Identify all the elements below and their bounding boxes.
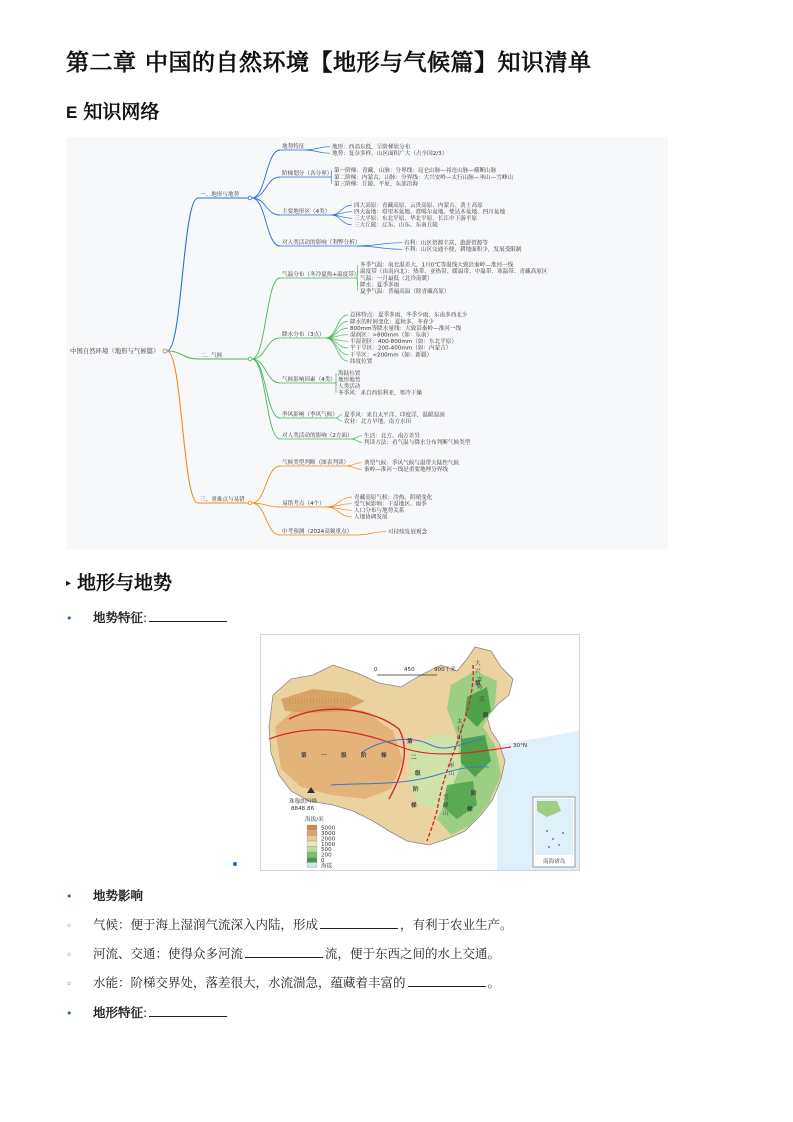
legend-value: 2000 — [321, 836, 336, 843]
island-dot — [548, 846, 550, 848]
bullet-label: 地形特征 — [93, 1005, 144, 1020]
mind-map-leaf: 第一阶梯：青藏，山脉：分界线：昆仑山脉—祁连山脉—横断山脉 — [334, 168, 497, 175]
mind-map-connector — [167, 198, 198, 351]
step-label: 级 — [341, 753, 347, 759]
mind-map-connector — [167, 351, 198, 503]
legend-value: 0 — [321, 858, 325, 864]
mind-map-connector — [305, 150, 330, 153]
legend-swatch — [307, 852, 317, 857]
bullet-label: 地势特征 — [93, 610, 144, 625]
step-label: 第 — [407, 739, 413, 745]
legend-title: 海拔/米 — [305, 817, 324, 823]
section-title: 知识网络 — [83, 101, 160, 123]
mind-map-connector — [346, 466, 362, 469]
mind-map-connector — [352, 439, 362, 442]
mind-map-child: 降水分布（3点） — [282, 332, 325, 338]
mind-map-leaf: 冬季气温：南北温差大，1月0℃等温线大致沿秦岭—淮河一线 — [360, 262, 514, 269]
mind-map-leaf: 海陆位置 — [338, 370, 361, 377]
island-dot — [558, 844, 560, 846]
mountain-label: 山 — [457, 735, 463, 741]
step-label: 第 — [301, 753, 307, 759]
fill-blank[interactable] — [245, 946, 323, 958]
sub-item-text: 河流、交通：使得众多河流 — [93, 946, 244, 961]
sub-bullet-circle-icon: ◦ — [66, 950, 72, 961]
mind-map-leaf: 冬季风：来自西伯利亚，寒冷干燥 — [338, 390, 422, 397]
mind-map-leaf: 三大平原：东北平原、华北平原、长江中下游平原 — [354, 216, 478, 223]
mind-map-child: 阶梯划分（各分界） — [282, 171, 333, 177]
mind-map-connector — [252, 278, 280, 359]
island-dot — [552, 838, 554, 840]
mind-map-leaf: 人类活动 — [338, 384, 361, 391]
scale-label: 900千米 — [434, 667, 456, 673]
mind-map-connector — [252, 198, 280, 215]
bullet-label: 地势影响 — [93, 888, 144, 903]
mind-map-child: 对人类活动的影响（利弊分析） — [282, 240, 361, 246]
sub-item-text: 水能：阶梯交界处，落差很大，水流湍急，蕴藏着丰富的 — [93, 975, 406, 990]
mind-map-connector — [252, 503, 280, 535]
mind-map-leaf: 气温：一月最低（北冷南暖） — [360, 275, 433, 282]
step-label: 阶 — [413, 787, 419, 793]
bullet-landform-feature — [66, 1003, 229, 1021]
mind-map-leaf: 四大高原：青藏高原、云贵高原、内蒙古、黄土高原 — [354, 202, 483, 209]
mind-map-child: 主要地形区（4类） — [282, 209, 331, 215]
mind-map-canvas — [66, 137, 668, 550]
fill-blank[interactable] — [149, 610, 227, 622]
mountain-label: 巫 — [449, 763, 455, 769]
mountain-label: 大 — [475, 661, 481, 667]
section-heading-terrain — [66, 568, 172, 595]
mind-map-leaf: 800mm等降水量线：大致沿秦岭—淮河一线 — [350, 325, 462, 332]
mind-map-connector — [326, 335, 348, 338]
mind-map-connector — [357, 532, 386, 535]
mind-map-connector — [252, 359, 280, 418]
mind-map-child: 对人类活动的影响（2方面） — [282, 433, 353, 439]
legend-value: 500 — [321, 847, 332, 854]
mind-map-connector — [167, 351, 198, 359]
mountain-label: 岭 — [477, 685, 483, 691]
legend-swatch — [307, 836, 317, 841]
mind-map-connector — [305, 147, 330, 150]
terrain-map-canvas — [261, 635, 580, 871]
legend-swatch — [307, 841, 317, 846]
mind-map-connector — [326, 504, 352, 507]
legend-swatch — [307, 825, 317, 830]
legend-swatch — [307, 863, 317, 868]
legend-swatch — [307, 857, 317, 862]
mind-map-node-dot — [248, 501, 252, 505]
mind-map-leaf: 温度带（由南向北）：热带、亚热带、暖温带、中温带、寒温带、青藏高原区 — [360, 269, 548, 276]
step-label: 阶 — [471, 791, 477, 797]
mind-map-leaf: 地势：复杂多样，山区面积广大（占全国2/3） — [332, 151, 448, 158]
mind-map-child: 易错考点（4个） — [282, 501, 325, 507]
fill-blank[interactable] — [320, 917, 398, 929]
step-label: 梯 — [467, 807, 473, 813]
mountain-label: 山 — [449, 771, 455, 777]
legend-value: 1000 — [321, 841, 336, 848]
mind-map-leaf: 第三阶梯：丘陵、平原，东部沿海 — [334, 181, 418, 188]
mind-map-connector — [331, 212, 352, 215]
mind-map-branch: 一、地形与地势 — [200, 192, 240, 198]
sub-item-hydropower — [66, 973, 500, 991]
mind-map-root: 中国自然环境（地形与气候篇） — [70, 347, 160, 355]
mind-map-leaf: 纬度位置 — [350, 358, 373, 365]
scale-label: 0 — [374, 667, 378, 673]
page-title: 第二章 中国的自然环境【地形与气候篇】知识清单 — [66, 50, 592, 76]
mind-map-leaf: 地形：西高东低，呈阶梯状分布 — [332, 144, 411, 151]
mind-map-child: 季风影响（季风气候） — [282, 412, 338, 418]
mind-map-connector — [252, 198, 280, 246]
mind-map-node-dot — [163, 349, 167, 353]
step-label: 级 — [415, 771, 421, 777]
mountain-label: 太 — [457, 719, 463, 725]
mind-map-connector — [336, 418, 342, 421]
mind-map-leaf: 判读方法：看气温与降水分布判断气候类型 — [364, 440, 471, 447]
section-title: 地形与地势 — [77, 572, 173, 594]
mountain-label: 山 — [443, 811, 449, 817]
mind-map-leaf: 受气候影响：干湿地区、雨季 — [354, 501, 427, 508]
step-label: 梯 — [411, 803, 417, 809]
step-label: 三 — [479, 697, 485, 703]
mind-map-child: 气温分布（冬冷夏热+温度带） — [282, 272, 360, 278]
china-terrain-map — [260, 634, 580, 871]
step-label: 梯 — [381, 753, 387, 759]
mind-map-child: 中考预测（2024高频重点） — [282, 529, 353, 535]
step-label: 第 — [475, 681, 481, 687]
mind-map-node-dot — [248, 196, 252, 200]
legend-value: 3000 — [321, 831, 336, 837]
sub-item-climate — [66, 915, 513, 933]
bullet-dot-icon: • — [66, 612, 73, 625]
sub-item-text-after: 流，便于东西之间的水上交通。 — [325, 946, 501, 961]
bullet-dot-icon: • — [66, 890, 73, 903]
sub-bullet-circle-icon: ◦ — [66, 921, 72, 932]
step-label: 级 — [483, 713, 489, 719]
mind-map-leaf: 总体特点：夏季多雨，冬季少雨，东南多西北少 — [350, 312, 468, 319]
section-heading-knowledge-network — [66, 97, 159, 124]
mind-map-leaf: 夏季风：来自太平洋、印度洋，温暖湿润 — [344, 412, 445, 419]
mind-map-child: 地势特征 — [282, 144, 305, 150]
mind-map-leaf: 三大丘陵：辽东、山东、东南丘陵 — [354, 222, 438, 229]
mind-map-leaf: 有利：山区资源丰富，旅游资源等 — [404, 240, 488, 247]
mind-map-child: 气候影响因素（4类） — [282, 377, 336, 383]
mind-map-leaf: 农业：北方旱地，南方水田 — [344, 419, 412, 426]
sub-item-rivers — [66, 944, 500, 962]
mind-map-leaf: 人口分布与地势关系 — [354, 508, 405, 515]
step-label: 阶 — [361, 753, 367, 759]
inset-label: 南海诸岛 — [543, 859, 566, 865]
sub-item-text: 气候：便于海上湿润气流深入内陆，形成 — [93, 917, 319, 932]
mind-map-connector — [352, 436, 362, 439]
mind-map-leaf: 人地协调发展 — [354, 514, 388, 521]
mind-map-leaf: 可持续发展观念 — [388, 529, 428, 536]
peak-label: 珠穆朗玛峰 — [289, 799, 317, 805]
mind-map-leaf: 半湿润区：400-800mm（如：东北平原） — [350, 339, 457, 346]
island-dot — [546, 830, 548, 832]
mind-map-connector — [252, 503, 280, 507]
mind-map-leaf: 四大盆地：塔里木盆地、准噶尔盆地、柴达木盆地、四川盆地 — [354, 209, 506, 216]
peak-elevation: 8848.86 — [291, 806, 315, 812]
bullet-terrain-influence — [66, 886, 143, 904]
scale-label: 450 — [404, 667, 415, 673]
mind-map-leaf: 青藏高原气候：冷热、阴晴变化 — [354, 494, 433, 501]
mind-map-connector — [252, 466, 280, 503]
mind-map-connector — [252, 177, 280, 198]
mountain-label: 行 — [457, 727, 463, 733]
mind-map-connector — [252, 150, 280, 198]
section-mark: E — [66, 103, 78, 122]
step-label: 二 — [411, 755, 417, 761]
mountain-label: 峰 — [443, 803, 449, 809]
mind-map-node-dot — [248, 357, 252, 361]
mind-map-branch: 三、重难点与易错 — [200, 497, 245, 503]
bullet-separator: : — [143, 1005, 148, 1020]
legend-value: 5000 — [321, 825, 336, 832]
mind-map-leaf: 生活：北方、南方差异 — [364, 433, 420, 440]
mountain-label: 安 — [477, 677, 483, 683]
mind-map-leaf: 不利：山区交通不便，耕地面积少，发展受限制 — [404, 247, 522, 254]
mind-map-leaf: 半干旱区：200-400mm（如：内蒙古） — [350, 345, 452, 352]
mind-map-connector — [331, 177, 332, 184]
sub-bullet-circle-icon: ◦ — [66, 979, 72, 990]
legend-value: 200 — [321, 852, 332, 859]
mind-map-branch: 二、气候 — [200, 353, 223, 359]
legend-value: 海拔 — [321, 863, 333, 870]
mind-map-leaf: 夏季气温：普遍高温（除青藏高原） — [360, 289, 450, 295]
mountain-label: 雪 — [443, 795, 449, 801]
sub-item-text-after: ，有利于农业生产。 — [400, 917, 513, 932]
mind-map-leaf: 典型气候：季风气候与温带大陆性气候 — [364, 460, 460, 467]
mind-map-connector — [326, 322, 348, 339]
island-dot — [562, 832, 564, 834]
mind-map-leaf: 第二阶梯：内蒙古，山脉：分界线：大兴安岭—太行山脉—巫山—雪峰山 — [334, 174, 514, 181]
mountain-label: 兴 — [475, 669, 481, 675]
mind-map-leaf: 秦岭—淮河一线是重要地理分界线 — [364, 467, 448, 474]
mind-map-leaf: 地形地势 — [338, 377, 361, 384]
mind-map-leaf: 湿润区：>800mm（如：东南） — [350, 332, 433, 339]
fill-blank[interactable] — [149, 1005, 227, 1017]
sub-item-text-after: 。 — [487, 975, 501, 990]
step-label: 一 — [321, 753, 327, 759]
mind-map-child: 气候类型判断（图表判读） — [282, 460, 350, 466]
fill-blank[interactable] — [408, 975, 486, 987]
bullet-terrain-feature — [66, 608, 229, 626]
bullet-dot-icon: • — [66, 1007, 73, 1020]
legend-swatch — [307, 830, 317, 835]
mind-map — [66, 137, 668, 550]
latitude-label: 30°N — [513, 743, 528, 749]
section-mark: ▸ — [66, 578, 72, 589]
mind-map-connector — [357, 246, 402, 249]
mind-map-leaf: 干旱区：<200mm（如：新疆） — [350, 352, 433, 359]
image-bullet-dot-icon — [233, 862, 237, 866]
mind-map-connector — [326, 338, 348, 355]
mind-map-leaf: 降水：夏季多雨 — [360, 282, 400, 289]
mind-map-leaf: 降水的时间变化：夏秋多，冬春少 — [350, 319, 434, 326]
mind-map-connector — [252, 359, 280, 383]
bullet-separator: : — [143, 610, 148, 625]
legend-swatch — [307, 847, 317, 852]
mind-map-connector — [357, 243, 402, 246]
